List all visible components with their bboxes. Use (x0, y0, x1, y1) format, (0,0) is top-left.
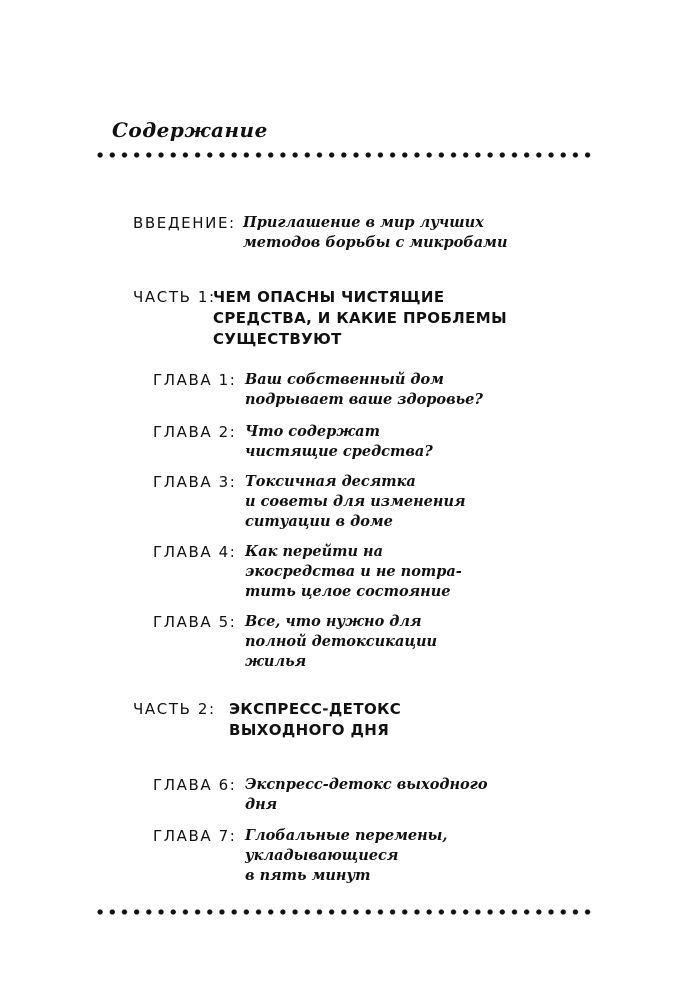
title-line: в пять минут (245, 867, 371, 884)
title-line: ЧЕМ ОПАСНЫ ЧИСТЯЩИЕ (213, 288, 445, 306)
title-line: ЭКСПРЕСС-ДЕТОКС (229, 700, 402, 718)
entry-title (229, 699, 401, 741)
dotted-divider-bottom (94, 909, 594, 915)
entry-title (245, 542, 462, 602)
entry-label: ГЛАВА 7: (153, 827, 237, 845)
title-line: Ваш собственный дом (245, 371, 444, 388)
entry-label: ГЛАВА 3: (153, 473, 237, 491)
title-line: укладывающиеся (245, 847, 399, 864)
entry-title (245, 370, 483, 410)
title-line: жилья (245, 653, 307, 670)
title-line: методов борьбы с микробами (243, 234, 508, 251)
entry-title (245, 775, 488, 815)
title-line: СУЩЕСТВУЮТ (213, 330, 342, 348)
entry-label: ГЛАВА 4: (153, 543, 237, 561)
entry-label: ЧАСТЬ 1: (133, 288, 216, 306)
title-line: ВЫХОДНОГО ДНЯ (229, 721, 390, 739)
entry-title (245, 826, 447, 886)
title-line: Что содержат (245, 423, 380, 440)
title-line: Приглашение в мир лучших (243, 214, 484, 231)
entry-label: ГЛАВА 2: (153, 423, 237, 441)
title-line: Глобальные перемены, (245, 827, 448, 844)
title-line: Токсичная десятка (245, 473, 416, 490)
entry-label: ГЛАВА 5: (153, 613, 237, 631)
title-line: Как перейти на (245, 543, 384, 560)
entry-title (245, 422, 433, 462)
entry-title (213, 287, 507, 350)
dotted-divider-top (94, 152, 594, 158)
title-line: СРЕДСТВА, И КАКИЕ ПРОБЛЕМЫ (213, 309, 508, 327)
entry-title (245, 612, 437, 672)
title-line: ситуации в доме (245, 513, 393, 530)
page-title: Содержание (112, 118, 268, 142)
title-line: чистящие средства? (245, 443, 433, 460)
title-line: полной детоксикации (245, 633, 438, 650)
title-line: и советы для изменения (245, 493, 466, 510)
entry-label: ВВЕДЕНИЕ: (133, 214, 236, 232)
entry-label: ЧАСТЬ 2: (133, 700, 216, 718)
title-line: дня (245, 796, 278, 813)
entry-label: ГЛАВА 6: (153, 776, 237, 794)
title-line: Экспресс-детокс выходного (245, 776, 488, 793)
entry-label: ГЛАВА 1: (153, 371, 237, 389)
title-line: тить целое состояние (245, 583, 451, 600)
entry-title (243, 213, 508, 253)
title-line: подрывает ваше здоровье? (245, 391, 483, 408)
title-line: Все, что нужно для (245, 613, 422, 630)
title-line: экосредства и не потра- (245, 563, 462, 580)
entry-title (245, 472, 466, 532)
